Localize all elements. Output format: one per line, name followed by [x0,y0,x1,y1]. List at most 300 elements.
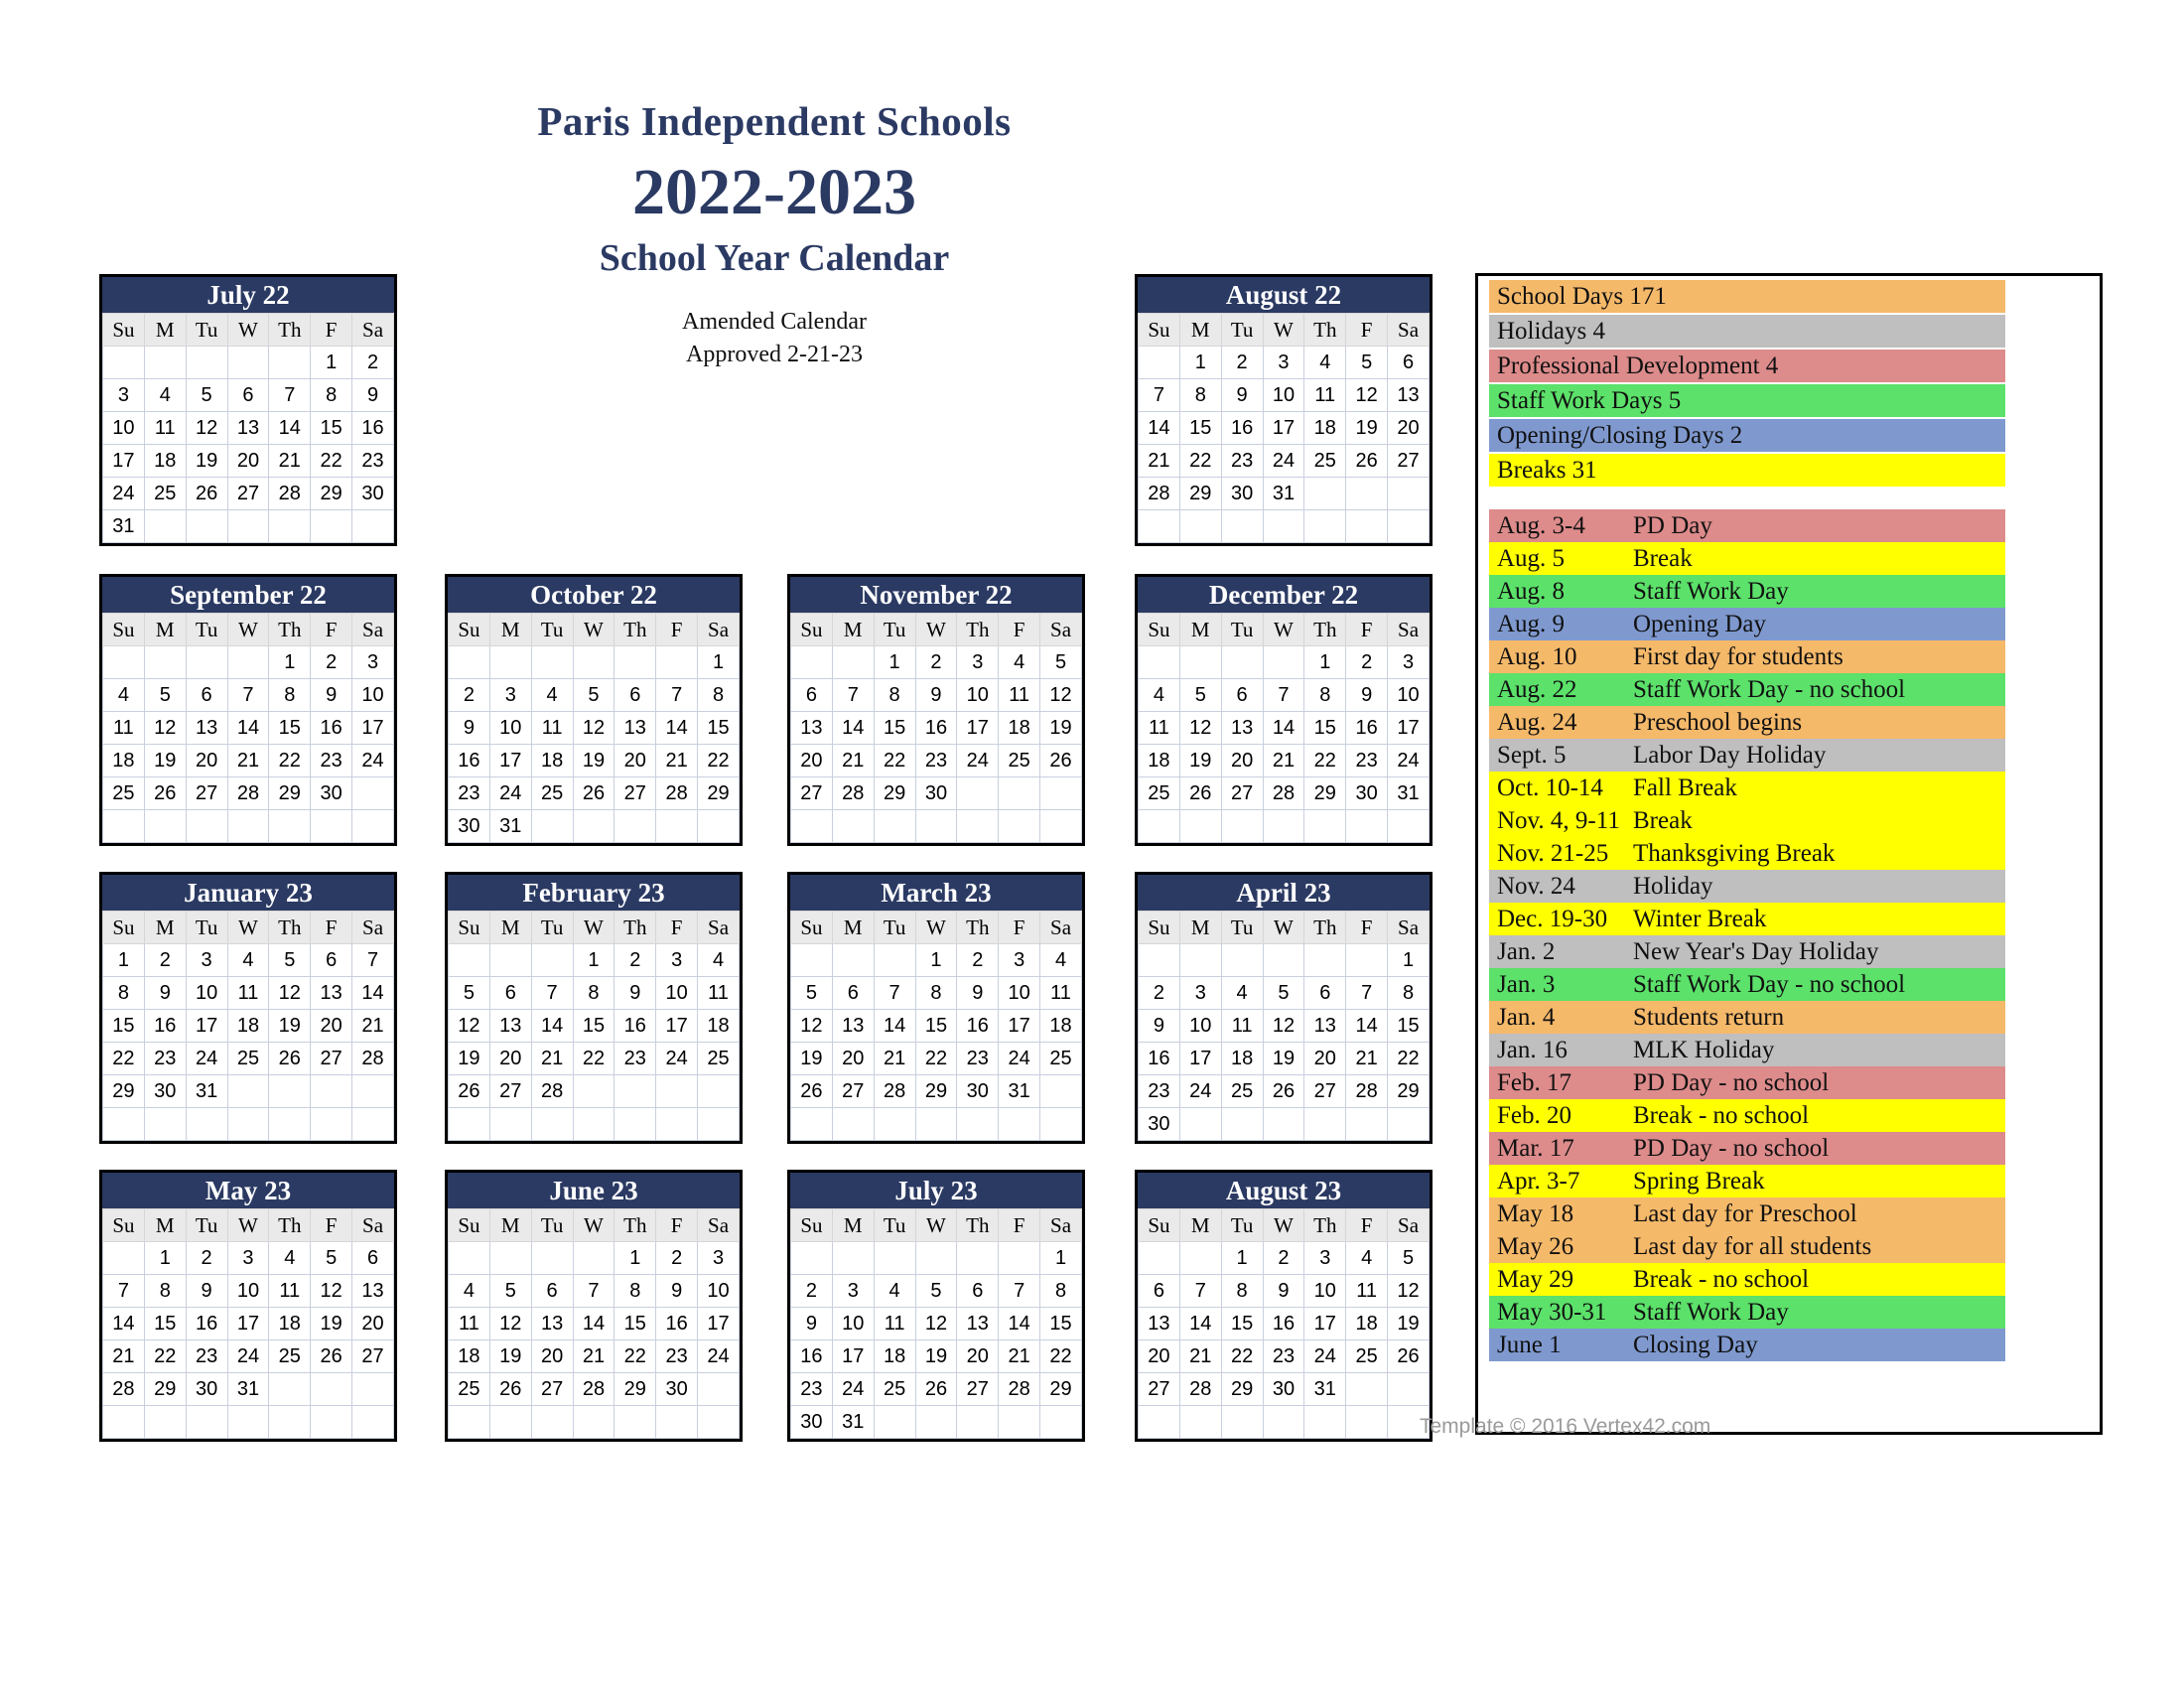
day-cell[interactable]: 11 [1346,1275,1388,1308]
day-cell[interactable]: 13 [614,712,656,745]
day-cell[interactable]: 3 [1304,1242,1346,1275]
day-cell[interactable]: 10 [186,977,227,1010]
day-cell[interactable]: 1 [573,944,614,977]
day-cell[interactable]: 22 [874,745,915,777]
day-cell[interactable]: 20 [1139,1340,1180,1373]
day-cell[interactable]: 24 [489,777,531,810]
day-cell[interactable]: 19 [269,1010,311,1043]
day-cell[interactable]: 19 [449,1043,490,1075]
day-cell[interactable]: 13 [832,1010,874,1043]
day-cell[interactable]: 27 [957,1373,999,1406]
day-cell[interactable]: 15 [1040,1308,1082,1340]
day-cell[interactable]: 13 [531,1308,573,1340]
day-cell[interactable]: 25 [1304,445,1346,478]
day-cell[interactable]: 28 [832,777,874,810]
day-cell[interactable]: 12 [915,1308,957,1340]
day-cell[interactable]: 22 [103,1043,145,1075]
day-cell[interactable]: 16 [1221,412,1263,445]
day-cell[interactable]: 18 [227,1010,269,1043]
day-cell[interactable]: 29 [269,777,311,810]
day-cell[interactable]: 27 [1388,445,1430,478]
day-cell[interactable]: 16 [1139,1043,1180,1075]
day-cell[interactable]: 11 [999,679,1040,712]
day-cell[interactable]: 15 [269,712,311,745]
day-cell[interactable]: 15 [874,712,915,745]
day-cell[interactable]: 9 [1263,1275,1304,1308]
day-cell[interactable]: 4 [103,679,145,712]
day-cell[interactable]: 20 [352,1308,394,1340]
day-cell[interactable]: 3 [957,646,999,679]
day-cell[interactable]: 24 [227,1340,269,1373]
day-cell[interactable]: 2 [1346,646,1388,679]
day-cell[interactable]: 23 [449,777,490,810]
day-cell[interactable]: 18 [874,1340,915,1373]
day-cell[interactable]: 26 [1388,1340,1430,1373]
day-cell[interactable]: 25 [144,478,186,510]
day-cell[interactable]: 29 [144,1373,186,1406]
day-cell[interactable]: 29 [1304,777,1346,810]
day-cell[interactable]: 25 [999,745,1040,777]
day-cell[interactable]: 13 [791,712,833,745]
day-cell[interactable]: 23 [915,745,957,777]
day-cell[interactable]: 15 [698,712,740,745]
day-cell[interactable]: 2 [144,944,186,977]
day-cell[interactable]: 13 [957,1308,999,1340]
day-cell[interactable]: 25 [1221,1075,1263,1108]
day-cell[interactable]: 26 [1346,445,1388,478]
day-cell[interactable]: 23 [1346,745,1388,777]
day-cell[interactable]: 1 [1388,944,1430,977]
day-cell[interactable]: 10 [999,977,1040,1010]
day-cell[interactable]: 25 [269,1340,311,1373]
day-cell[interactable]: 16 [144,1010,186,1043]
day-cell[interactable]: 16 [1346,712,1388,745]
day-cell[interactable]: 9 [144,977,186,1010]
day-cell[interactable]: 27 [1139,1373,1180,1406]
day-cell[interactable]: 4 [227,944,269,977]
day-cell[interactable]: 1 [874,646,915,679]
day-cell[interactable]: 29 [1221,1373,1263,1406]
day-cell[interactable]: 21 [352,1010,394,1043]
day-cell[interactable]: 29 [915,1075,957,1108]
day-cell[interactable]: 20 [832,1043,874,1075]
day-cell[interactable]: 10 [1388,679,1430,712]
day-cell[interactable]: 2 [352,347,394,379]
day-cell[interactable]: 20 [1304,1043,1346,1075]
day-cell[interactable]: 27 [352,1340,394,1373]
day-cell[interactable]: 13 [227,412,269,445]
day-cell[interactable]: 17 [1263,412,1304,445]
day-cell[interactable]: 13 [1304,1010,1346,1043]
day-cell[interactable]: 2 [186,1242,227,1275]
day-cell[interactable]: 6 [186,679,227,712]
day-cell[interactable]: 7 [999,1275,1040,1308]
day-cell[interactable]: 21 [1263,745,1304,777]
day-cell[interactable]: 22 [915,1043,957,1075]
day-cell[interactable]: 5 [791,977,833,1010]
day-cell[interactable]: 19 [573,745,614,777]
day-cell[interactable]: 30 [915,777,957,810]
day-cell[interactable]: 26 [1040,745,1082,777]
day-cell[interactable]: 21 [269,445,311,478]
day-cell[interactable]: 27 [1221,777,1263,810]
day-cell[interactable]: 7 [656,679,698,712]
day-cell[interactable]: 16 [614,1010,656,1043]
day-cell[interactable]: 1 [269,646,311,679]
day-cell[interactable]: 22 [269,745,311,777]
day-cell[interactable]: 18 [449,1340,490,1373]
day-cell[interactable]: 26 [269,1043,311,1075]
day-cell[interactable]: 19 [1263,1043,1304,1075]
day-cell[interactable]: 12 [1388,1275,1430,1308]
day-cell[interactable]: 24 [352,745,394,777]
day-cell[interactable]: 20 [186,745,227,777]
day-cell[interactable]: 3 [103,379,145,412]
day-cell[interactable]: 20 [614,745,656,777]
day-cell[interactable]: 2 [1221,347,1263,379]
day-cell[interactable]: 22 [614,1340,656,1373]
day-cell[interactable]: 12 [449,1010,490,1043]
day-cell[interactable]: 28 [1346,1075,1388,1108]
day-cell[interactable]: 4 [1346,1242,1388,1275]
day-cell[interactable]: 22 [1388,1043,1430,1075]
day-cell[interactable]: 2 [614,944,656,977]
day-cell[interactable]: 28 [573,1373,614,1406]
day-cell[interactable]: 25 [103,777,145,810]
day-cell[interactable]: 8 [698,679,740,712]
day-cell[interactable]: 5 [1179,679,1221,712]
day-cell[interactable]: 19 [1346,412,1388,445]
day-cell[interactable]: 15 [1388,1010,1430,1043]
day-cell[interactable]: 9 [311,679,352,712]
day-cell[interactable]: 18 [1139,745,1180,777]
day-cell[interactable]: 7 [874,977,915,1010]
day-cell[interactable]: 30 [449,810,490,843]
day-cell[interactable]: 24 [1179,1075,1221,1108]
day-cell[interactable]: 30 [957,1075,999,1108]
day-cell[interactable]: 3 [227,1242,269,1275]
day-cell[interactable]: 6 [1139,1275,1180,1308]
day-cell[interactable]: 20 [311,1010,352,1043]
day-cell[interactable]: 1 [1179,347,1221,379]
day-cell[interactable]: 12 [573,712,614,745]
day-cell[interactable]: 29 [1040,1373,1082,1406]
day-cell[interactable]: 1 [614,1242,656,1275]
day-cell[interactable]: 2 [915,646,957,679]
day-cell[interactable]: 10 [489,712,531,745]
day-cell[interactable]: 21 [874,1043,915,1075]
day-cell[interactable]: 11 [1304,379,1346,412]
day-cell[interactable]: 15 [1221,1308,1263,1340]
day-cell[interactable]: 27 [489,1075,531,1108]
day-cell[interactable]: 5 [915,1275,957,1308]
day-cell[interactable]: 6 [957,1275,999,1308]
day-cell[interactable]: 23 [1221,445,1263,478]
day-cell[interactable]: 31 [1388,777,1430,810]
day-cell[interactable]: 18 [531,745,573,777]
day-cell[interactable]: 4 [1139,679,1180,712]
day-cell[interactable]: 20 [227,445,269,478]
day-cell[interactable]: 6 [832,977,874,1010]
day-cell[interactable]: 13 [489,1010,531,1043]
day-cell[interactable]: 27 [531,1373,573,1406]
day-cell[interactable]: 13 [1388,379,1430,412]
day-cell[interactable]: 22 [1304,745,1346,777]
day-cell[interactable]: 19 [1179,745,1221,777]
day-cell[interactable]: 5 [311,1242,352,1275]
day-cell[interactable]: 24 [1263,445,1304,478]
day-cell[interactable]: 14 [352,977,394,1010]
day-cell[interactable]: 7 [269,379,311,412]
day-cell[interactable]: 17 [698,1308,740,1340]
day-cell[interactable]: 26 [311,1340,352,1373]
day-cell[interactable]: 24 [103,478,145,510]
day-cell[interactable]: 5 [573,679,614,712]
day-cell[interactable]: 21 [1346,1043,1388,1075]
day-cell[interactable]: 9 [614,977,656,1010]
day-cell[interactable]: 5 [1346,347,1388,379]
day-cell[interactable]: 3 [489,679,531,712]
day-cell[interactable]: 11 [531,712,573,745]
day-cell[interactable]: 14 [1346,1010,1388,1043]
day-cell[interactable]: 20 [489,1043,531,1075]
day-cell[interactable]: 9 [1139,1010,1180,1043]
day-cell[interactable]: 23 [957,1043,999,1075]
day-cell[interactable]: 28 [269,478,311,510]
day-cell[interactable]: 23 [311,745,352,777]
day-cell[interactable]: 16 [656,1308,698,1340]
day-cell[interactable]: 25 [531,777,573,810]
day-cell[interactable]: 11 [103,712,145,745]
day-cell[interactable]: 16 [957,1010,999,1043]
day-cell[interactable]: 11 [1139,712,1180,745]
day-cell[interactable]: 17 [227,1308,269,1340]
day-cell[interactable]: 21 [531,1043,573,1075]
day-cell[interactable]: 17 [1388,712,1430,745]
day-cell[interactable]: 17 [352,712,394,745]
day-cell[interactable]: 10 [1304,1275,1346,1308]
day-cell[interactable]: 16 [915,712,957,745]
day-cell[interactable]: 23 [1139,1075,1180,1108]
day-cell[interactable]: 11 [144,412,186,445]
day-cell[interactable]: 29 [1179,478,1221,510]
day-cell[interactable]: 28 [874,1075,915,1108]
day-cell[interactable]: 6 [614,679,656,712]
day-cell[interactable]: 17 [1304,1308,1346,1340]
day-cell[interactable]: 1 [144,1242,186,1275]
day-cell[interactable]: 15 [311,412,352,445]
day-cell[interactable]: 24 [1388,745,1430,777]
day-cell[interactable]: 16 [186,1308,227,1340]
day-cell[interactable]: 29 [698,777,740,810]
day-cell[interactable]: 10 [1179,1010,1221,1043]
day-cell[interactable]: 1 [311,347,352,379]
day-cell[interactable]: 30 [1263,1373,1304,1406]
day-cell[interactable]: 22 [698,745,740,777]
day-cell[interactable]: 22 [311,445,352,478]
day-cell[interactable]: 27 [227,478,269,510]
day-cell[interactable]: 1 [915,944,957,977]
day-cell[interactable]: 21 [1139,445,1180,478]
day-cell[interactable]: 23 [791,1373,833,1406]
day-cell[interactable]: 8 [311,379,352,412]
day-cell[interactable]: 6 [311,944,352,977]
day-cell[interactable]: 9 [186,1275,227,1308]
day-cell[interactable]: 3 [832,1275,874,1308]
day-cell[interactable]: 16 [352,412,394,445]
day-cell[interactable]: 11 [1040,977,1082,1010]
day-cell[interactable]: 6 [791,679,833,712]
day-cell[interactable]: 8 [1304,679,1346,712]
day-cell[interactable]: 17 [1179,1043,1221,1075]
day-cell[interactable]: 29 [1388,1075,1430,1108]
day-cell[interactable]: 31 [227,1373,269,1406]
day-cell[interactable]: 9 [957,977,999,1010]
day-cell[interactable]: 30 [791,1406,833,1439]
day-cell[interactable]: 11 [874,1308,915,1340]
day-cell[interactable]: 8 [874,679,915,712]
day-cell[interactable]: 17 [957,712,999,745]
day-cell[interactable]: 17 [103,445,145,478]
day-cell[interactable]: 15 [573,1010,614,1043]
day-cell[interactable]: 21 [656,745,698,777]
day-cell[interactable]: 10 [698,1275,740,1308]
day-cell[interactable]: 7 [227,679,269,712]
day-cell[interactable]: 24 [186,1043,227,1075]
day-cell[interactable]: 21 [832,745,874,777]
day-cell[interactable]: 10 [832,1308,874,1340]
day-cell[interactable]: 28 [1139,478,1180,510]
day-cell[interactable]: 28 [999,1373,1040,1406]
day-cell[interactable]: 28 [1179,1373,1221,1406]
day-cell[interactable]: 13 [311,977,352,1010]
day-cell[interactable]: 16 [791,1340,833,1373]
day-cell[interactable]: 14 [1179,1308,1221,1340]
day-cell[interactable]: 26 [791,1075,833,1108]
day-cell[interactable]: 12 [311,1275,352,1308]
day-cell[interactable]: 29 [874,777,915,810]
day-cell[interactable]: 2 [791,1275,833,1308]
day-cell[interactable]: 10 [352,679,394,712]
day-cell[interactable]: 3 [186,944,227,977]
day-cell[interactable]: 14 [874,1010,915,1043]
day-cell[interactable]: 7 [1179,1275,1221,1308]
day-cell[interactable]: 12 [1263,1010,1304,1043]
day-cell[interactable]: 25 [698,1043,740,1075]
day-cell[interactable]: 6 [531,1275,573,1308]
day-cell[interactable]: 10 [103,412,145,445]
day-cell[interactable]: 26 [489,1373,531,1406]
day-cell[interactable]: 12 [489,1308,531,1340]
day-cell[interactable]: 8 [1040,1275,1082,1308]
day-cell[interactable]: 4 [698,944,740,977]
day-cell[interactable]: 19 [144,745,186,777]
day-cell[interactable]: 21 [999,1340,1040,1373]
day-cell[interactable]: 23 [656,1340,698,1373]
day-cell[interactable]: 23 [186,1340,227,1373]
day-cell[interactable]: 14 [531,1010,573,1043]
day-cell[interactable]: 12 [1179,712,1221,745]
day-cell[interactable]: 10 [656,977,698,1010]
day-cell[interactable]: 1 [1040,1242,1082,1275]
day-cell[interactable]: 24 [656,1043,698,1075]
day-cell[interactable]: 4 [269,1242,311,1275]
day-cell[interactable]: 5 [449,977,490,1010]
day-cell[interactable]: 19 [186,445,227,478]
day-cell[interactable]: 3 [1179,977,1221,1010]
day-cell[interactable]: 15 [614,1308,656,1340]
day-cell[interactable]: 13 [352,1275,394,1308]
day-cell[interactable]: 27 [311,1043,352,1075]
day-cell[interactable]: 21 [227,745,269,777]
day-cell[interactable]: 29 [311,478,352,510]
day-cell[interactable]: 30 [1139,1108,1180,1141]
day-cell[interactable]: 3 [999,944,1040,977]
day-cell[interactable]: 5 [186,379,227,412]
day-cell[interactable]: 5 [1388,1242,1430,1275]
day-cell[interactable]: 5 [1263,977,1304,1010]
day-cell[interactable]: 19 [311,1308,352,1340]
day-cell[interactable]: 12 [1040,679,1082,712]
day-cell[interactable]: 14 [103,1308,145,1340]
day-cell[interactable]: 7 [1346,977,1388,1010]
day-cell[interactable]: 19 [915,1340,957,1373]
day-cell[interactable]: 11 [1221,1010,1263,1043]
day-cell[interactable]: 30 [352,478,394,510]
day-cell[interactable]: 31 [186,1075,227,1108]
day-cell[interactable]: 25 [1040,1043,1082,1075]
day-cell[interactable]: 24 [698,1340,740,1373]
day-cell[interactable]: 27 [614,777,656,810]
day-cell[interactable]: 30 [186,1373,227,1406]
day-cell[interactable]: 30 [1346,777,1388,810]
day-cell[interactable]: 30 [311,777,352,810]
day-cell[interactable]: 26 [186,478,227,510]
day-cell[interactable]: 31 [1263,478,1304,510]
day-cell[interactable]: 29 [614,1373,656,1406]
day-cell[interactable]: 18 [1040,1010,1082,1043]
day-cell[interactable]: 3 [1263,347,1304,379]
day-cell[interactable]: 28 [1263,777,1304,810]
day-cell[interactable]: 2 [449,679,490,712]
day-cell[interactable]: 22 [1221,1340,1263,1373]
day-cell[interactable]: 8 [915,977,957,1010]
day-cell[interactable]: 19 [791,1043,833,1075]
day-cell[interactable]: 11 [449,1308,490,1340]
day-cell[interactable]: 15 [1179,412,1221,445]
day-cell[interactable]: 24 [1304,1340,1346,1373]
day-cell[interactable]: 24 [999,1043,1040,1075]
day-cell[interactable]: 14 [832,712,874,745]
day-cell[interactable]: 20 [791,745,833,777]
day-cell[interactable]: 13 [1221,712,1263,745]
day-cell[interactable]: 2 [957,944,999,977]
day-cell[interactable]: 7 [352,944,394,977]
day-cell[interactable]: 30 [1221,478,1263,510]
day-cell[interactable]: 4 [1040,944,1082,977]
day-cell[interactable]: 8 [1179,379,1221,412]
day-cell[interactable]: 2 [1263,1242,1304,1275]
day-cell[interactable]: 30 [656,1373,698,1406]
day-cell[interactable]: 28 [531,1075,573,1108]
day-cell[interactable]: 26 [1263,1075,1304,1108]
day-cell[interactable]: 27 [186,777,227,810]
day-cell[interactable]: 9 [656,1275,698,1308]
day-cell[interactable]: 11 [698,977,740,1010]
day-cell[interactable]: 18 [1221,1043,1263,1075]
day-cell[interactable]: 25 [1346,1340,1388,1373]
day-cell[interactable]: 23 [1263,1340,1304,1373]
